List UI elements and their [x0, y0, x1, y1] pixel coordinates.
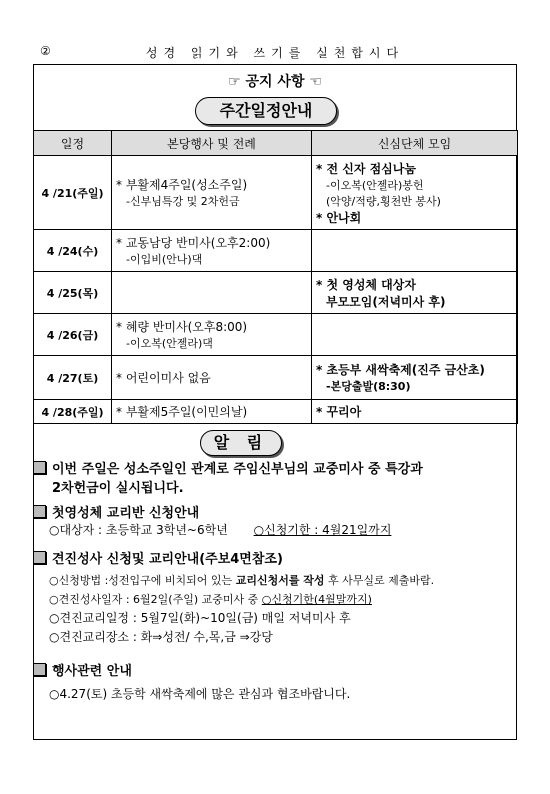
method-highlight: 교리신청서를 작성	[235, 574, 325, 587]
period-text: ○견진교리일정 : 5월7일(화)~10일(금) 매일 저녁미사 후	[49, 611, 351, 625]
square-bullet-icon	[33, 663, 46, 676]
square-bullet-icon	[33, 505, 46, 518]
main-event-cell	[112, 272, 312, 314]
table-row	[34, 356, 518, 400]
column-header: 본당행사 및 전례	[112, 131, 312, 156]
place-text: ○견진교리장소 : 화⇒성전/ 수,목,금 ⇒강당	[49, 630, 273, 644]
schedule-header-row	[34, 131, 518, 156]
group-event-cell	[312, 230, 518, 272]
notice-title: ☞ 공지 사항 ☜	[228, 74, 322, 90]
event-line: * 부활제5주일(이민의날)	[116, 405, 248, 419]
date-cell: 4 /27(토)	[34, 356, 112, 400]
announcement-event	[33, 660, 493, 703]
announcement-title: 첫영성체 교리반 신청안내	[52, 506, 200, 521]
announcement-title: 견진성사 신청및 교리안내(주보4면참조)	[52, 552, 283, 567]
table-row	[34, 230, 518, 272]
event-line: -이오복(안젤라)댁	[126, 337, 213, 350]
group-event-cell	[312, 356, 518, 400]
event-line: * 부활제4주일(성소주일)	[116, 178, 248, 192]
main-event-cell	[112, 356, 312, 400]
table-row	[34, 156, 518, 230]
event-line: * 안나회	[316, 210, 362, 225]
date-cell: 4 /25(목)	[34, 272, 112, 314]
column-header: 일정	[34, 131, 112, 156]
date-cell: 4 /26(금)	[34, 314, 112, 356]
event-line: * 첫 영성체 대상자	[316, 277, 416, 292]
table-row	[34, 272, 518, 314]
announcement-text: 이번 주일은 성소주일인 관계로 주임신부님의 교중미사 중 특강과	[52, 462, 423, 477]
method-text: 후 사무실로 제출바람.	[324, 574, 435, 587]
page-number: ②	[40, 44, 51, 58]
date-cell: 4 /24(수)	[34, 230, 112, 272]
announcement-first-communion	[33, 502, 493, 539]
schedule-title: 주간일정안내	[195, 97, 337, 125]
event-line: * 전 신자 점심나눔	[316, 161, 416, 176]
square-bullet-icon	[33, 461, 46, 474]
group-event-cell	[312, 272, 518, 314]
main-event-cell	[112, 156, 312, 230]
schedule-table	[33, 130, 518, 424]
event-line: (악양/적량,횡천반 봉사)	[326, 194, 441, 208]
announcement-body	[33, 521, 493, 539]
group-event-cell	[312, 400, 518, 424]
event-line: -본당출발(8:30)	[326, 380, 411, 393]
news-title: 알 림	[200, 430, 282, 456]
event-line: -이입비(안나)댁	[126, 253, 203, 266]
event-line: * 어린이미사 없음	[116, 371, 211, 385]
date-line	[49, 590, 503, 609]
announcement-confirmation	[33, 548, 503, 647]
square-bullet-icon	[33, 551, 46, 564]
event-line: 부모모임(저녁미사 후)	[326, 294, 446, 309]
announcement-text: 2차헌금이 실시됩니다.	[52, 481, 184, 496]
method-line	[49, 571, 503, 590]
event-line: -이오복(안젤라)봉헌	[326, 178, 424, 192]
header-slogan: 성경 읽기와 쓰기를 실천합시다	[145, 46, 405, 60]
date-text: ○견진성사일자 : 6월2일(주일) 교중미사 중	[49, 593, 259, 606]
group-event-cell	[312, 314, 518, 356]
table-row	[34, 400, 518, 424]
event-line: * 교동남당 반미사(오후2:00)	[116, 236, 271, 250]
announcement-body: ○4.27(토) 초등학 새싹축제에 많은 관심과 협조바랍니다.	[49, 687, 351, 701]
announcement-body	[33, 571, 503, 647]
announcement-title: 행사관련 안내	[52, 664, 132, 679]
main-event-cell	[112, 314, 312, 356]
announcement-vocation-sunday	[33, 458, 493, 496]
date-cell: 4 /28(주일)	[34, 400, 112, 424]
main-event-cell	[112, 230, 312, 272]
target-text: ○대상자 : 초등학교 3학년~6학년	[49, 523, 228, 537]
group-event-cell	[312, 156, 518, 230]
date-cell: 4 /21(주일)	[34, 156, 112, 230]
column-header: 신심단체 모임	[312, 131, 518, 156]
deadline-text: ○신청기한 : 4월21일까지	[253, 523, 392, 537]
table-row	[34, 314, 518, 356]
method-text: ○신청방법 :성전입구에 비치되어 있는	[49, 574, 236, 587]
deadline-text: ○신청기한(4월말까지)	[261, 593, 372, 606]
event-line: * 꾸리아	[316, 405, 362, 419]
event-line: * 혜량 반미사(오후8:00)	[116, 320, 248, 334]
event-line: -신부님특강 및 2차헌금	[126, 195, 240, 208]
event-line: * 초등부 새싹축제(진주 금산초)	[316, 363, 485, 377]
main-event-cell	[112, 400, 312, 424]
